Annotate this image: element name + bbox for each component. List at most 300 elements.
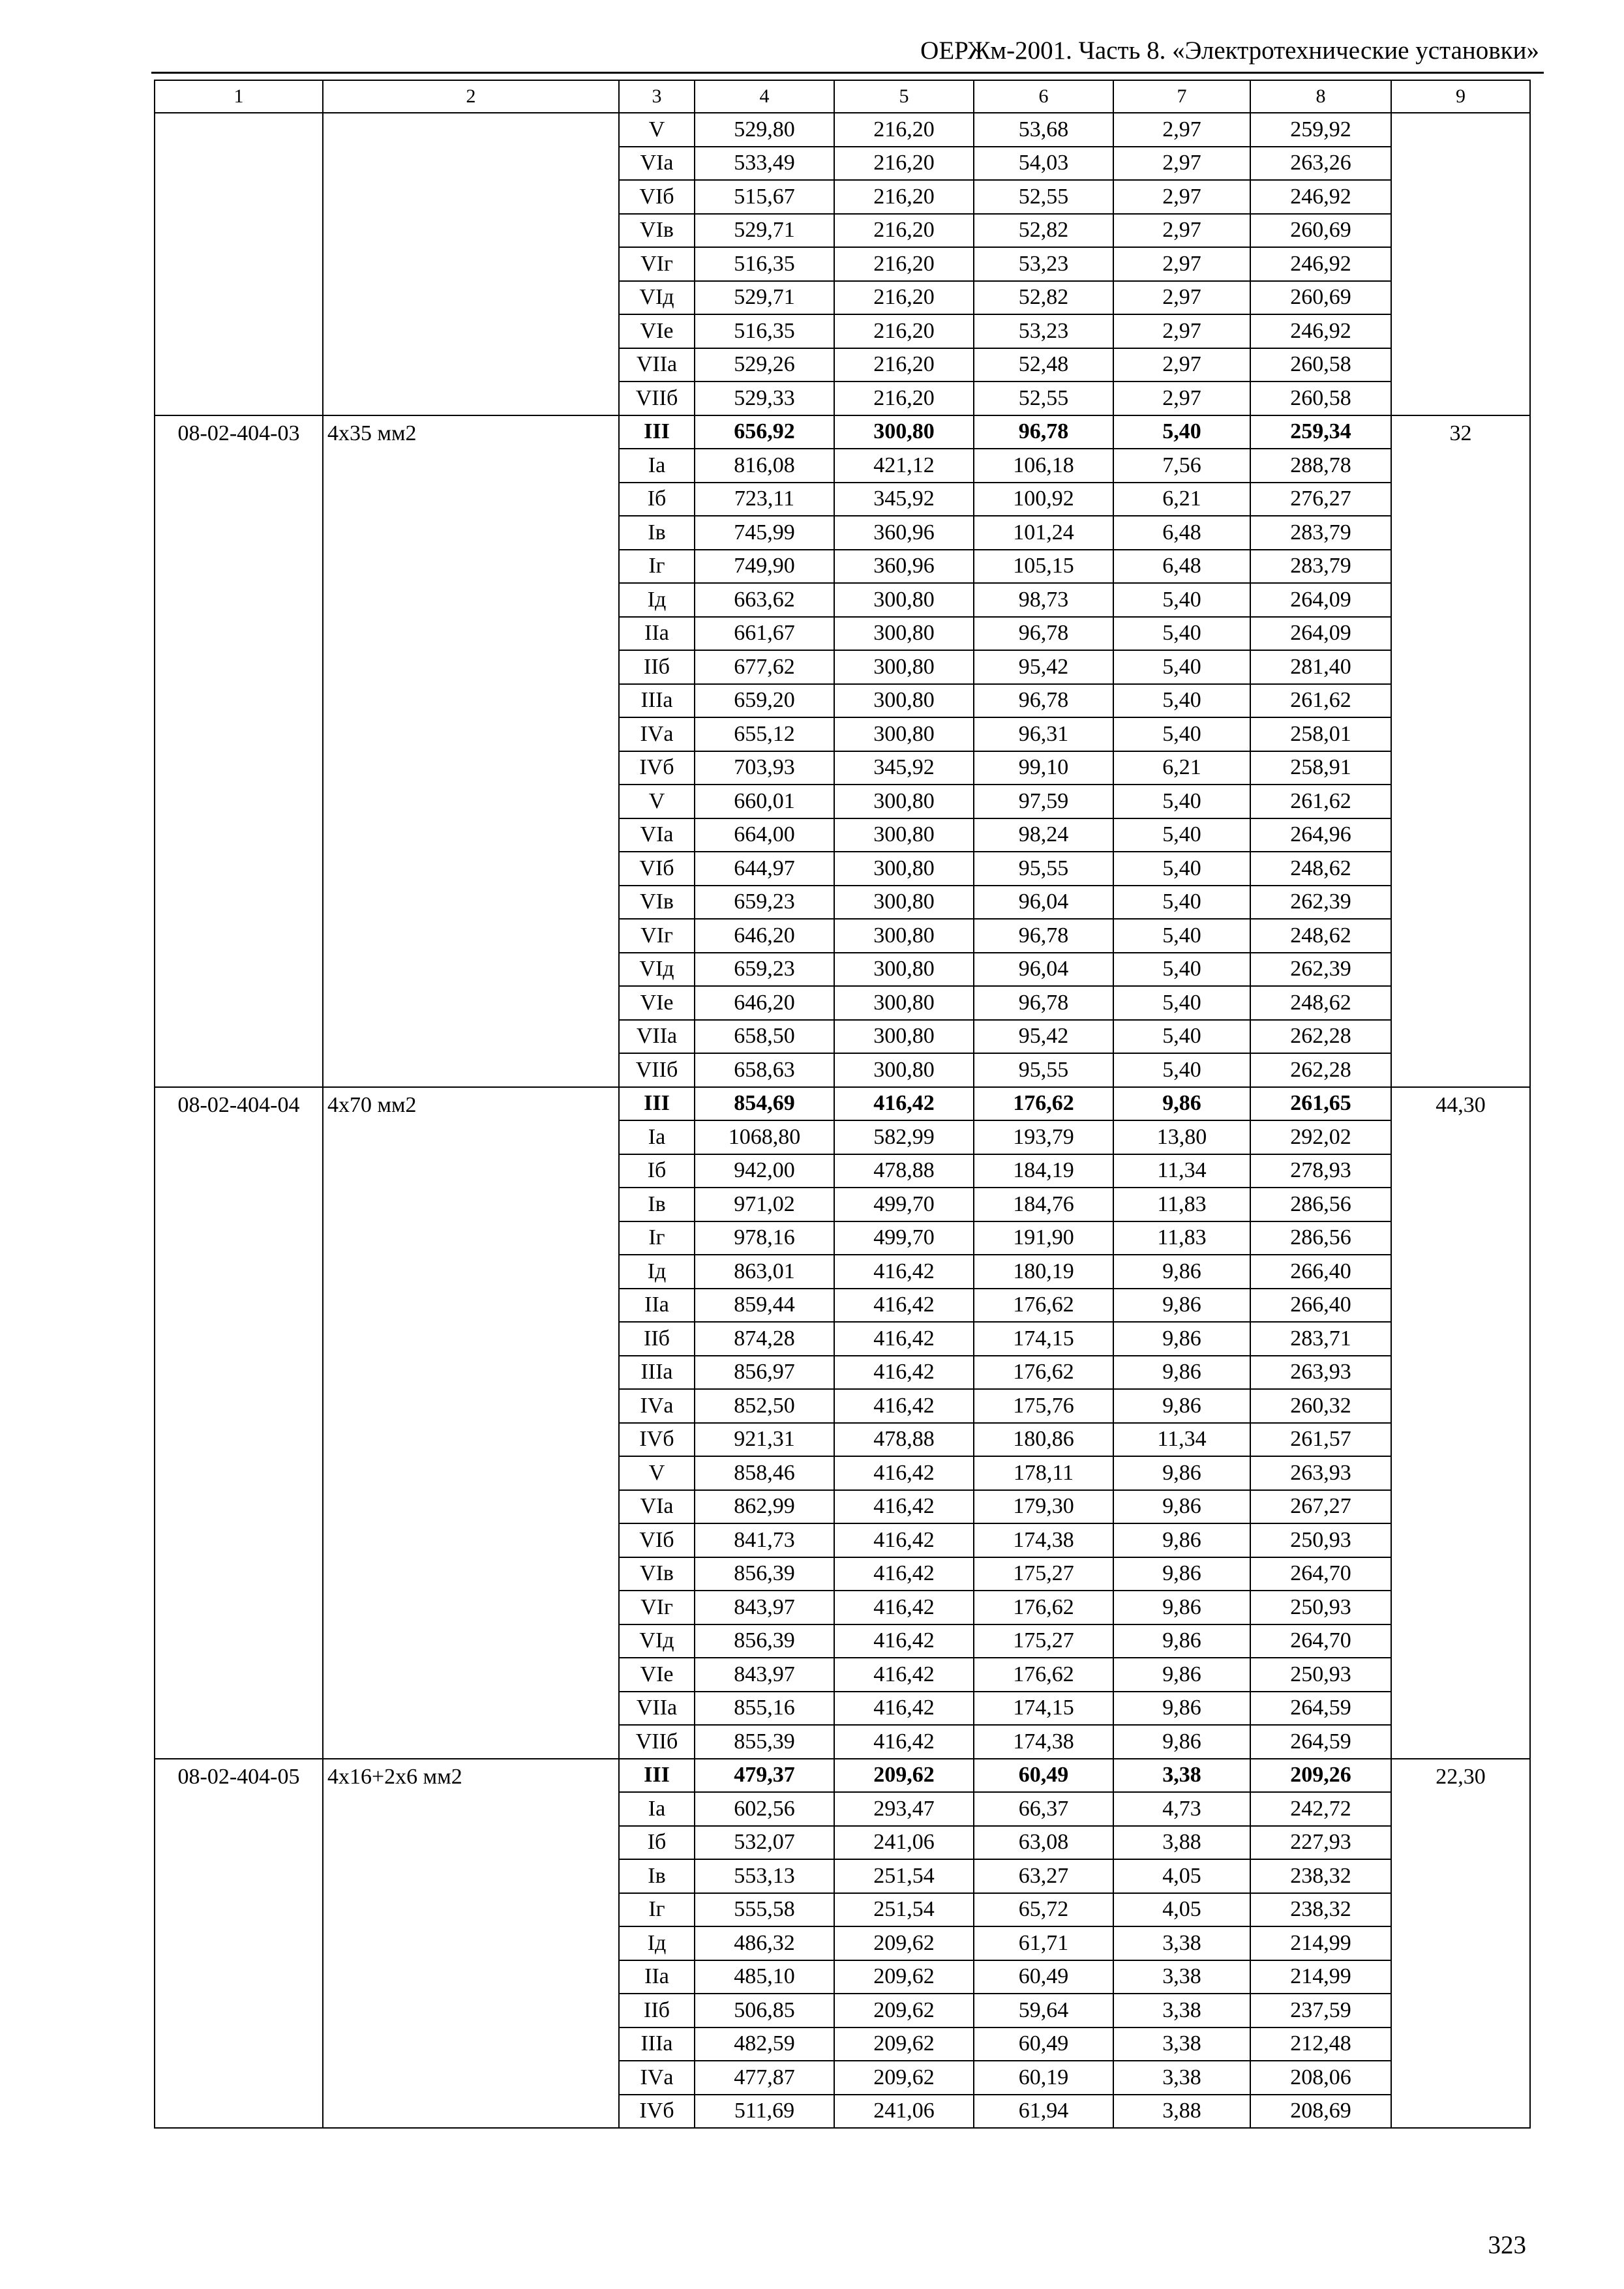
- zone-cell: VIв: [619, 886, 695, 920]
- zone-cell: Iб: [619, 1154, 695, 1188]
- value-col7: 6,48: [1113, 516, 1250, 550]
- value-col6: 63,08: [974, 1826, 1113, 1860]
- value-col4: 859,44: [695, 1289, 834, 1323]
- value-col8: 237,59: [1250, 1994, 1391, 2027]
- zone-cell: Iв: [619, 516, 695, 550]
- value-col4: 486,32: [695, 1926, 834, 1960]
- value-col6: 59,64: [974, 1994, 1113, 2027]
- value-col5: 300,80: [834, 1020, 974, 1054]
- value-col7: 9,86: [1113, 1087, 1250, 1121]
- value-col4: 854,69: [695, 1087, 834, 1121]
- value-col5: 293,47: [834, 1792, 974, 1826]
- value-col7: 2,97: [1113, 348, 1250, 382]
- value-col6: 98,73: [974, 583, 1113, 617]
- zone-cell: IIа: [619, 617, 695, 651]
- value-col6: 180,19: [974, 1255, 1113, 1289]
- zone-cell: Iб: [619, 1826, 695, 1860]
- value-col7: 3,88: [1113, 2095, 1250, 2129]
- value-col6: 105,15: [974, 550, 1113, 584]
- rate-code: 08-02-404-03: [155, 415, 323, 1087]
- value-col5: 416,42: [834, 1356, 974, 1390]
- value-col7: 2,97: [1113, 382, 1250, 415]
- value-col6: 175,76: [974, 1389, 1113, 1423]
- value-col4: 533,49: [695, 147, 834, 181]
- value-col8: 262,39: [1250, 953, 1391, 987]
- value-col8: 292,02: [1250, 1120, 1391, 1154]
- value-col4: 723,11: [695, 483, 834, 516]
- value-col6: 184,76: [974, 1188, 1113, 1221]
- column-number: 3: [619, 80, 695, 113]
- value-col8: 264,09: [1250, 617, 1391, 651]
- value-col8: 250,93: [1250, 1658, 1391, 1692]
- value-col8: 267,27: [1250, 1490, 1391, 1524]
- value-col5: 416,42: [834, 1389, 974, 1423]
- zone-cell: IIIа: [619, 684, 695, 718]
- value-col7: 5,40: [1113, 818, 1250, 852]
- value-col8: 262,28: [1250, 1020, 1391, 1054]
- value-col5: 216,20: [834, 214, 974, 248]
- value-col8: 246,92: [1250, 314, 1391, 348]
- value-col4: 555,58: [695, 1893, 834, 1927]
- zone-cell: VIв: [619, 1557, 695, 1591]
- value-col6: 178,11: [974, 1456, 1113, 1490]
- value-col7: 5,40: [1113, 684, 1250, 718]
- value-col6: 52,55: [974, 382, 1113, 415]
- value-col8: 227,93: [1250, 1826, 1391, 1860]
- value-col8: 250,93: [1250, 1591, 1391, 1624]
- zone-cell: Iг: [619, 1893, 695, 1927]
- value-col8: 261,62: [1250, 684, 1391, 718]
- value-col7: 11,83: [1113, 1188, 1250, 1221]
- value-col6: 99,10: [974, 751, 1113, 785]
- value-col7: 9,86: [1113, 1624, 1250, 1658]
- zone-cell: IIIа: [619, 2027, 695, 2061]
- column-number-row: [155, 80, 1530, 113]
- value-col4: 841,73: [695, 1523, 834, 1557]
- rate-code: 08-02-404-05: [155, 1759, 323, 2129]
- value-col4: 856,39: [695, 1557, 834, 1591]
- zone-cell: IIIа: [619, 1356, 695, 1390]
- value-col8: 248,62: [1250, 852, 1391, 886]
- value-col8: 248,62: [1250, 986, 1391, 1020]
- value-col6: 174,15: [974, 1322, 1113, 1356]
- value-col8: 281,40: [1250, 650, 1391, 684]
- value-col6: 52,82: [974, 214, 1113, 248]
- value-col4: 862,99: [695, 1490, 834, 1524]
- value-col4: 529,26: [695, 348, 834, 382]
- value-col5: 216,20: [834, 382, 974, 415]
- value-col4: 663,62: [695, 583, 834, 617]
- value-col6: 179,30: [974, 1490, 1113, 1524]
- zone-cell: VIд: [619, 1624, 695, 1658]
- value-col5: 582,99: [834, 1120, 974, 1154]
- value-col8: 248,62: [1250, 919, 1391, 953]
- value-col7: 4,05: [1113, 1893, 1250, 1927]
- value-col8: 208,06: [1250, 2061, 1391, 2095]
- value-col6: 52,55: [974, 180, 1113, 214]
- value-col4: 553,13: [695, 1859, 834, 1893]
- value-col7: 9,86: [1113, 1692, 1250, 1726]
- value-col6: 61,94: [974, 2095, 1113, 2129]
- value-col7: 2,97: [1113, 113, 1250, 147]
- value-col4: 874,28: [695, 1322, 834, 1356]
- zone-cell: IVа: [619, 717, 695, 751]
- value-col8: 261,65: [1250, 1087, 1391, 1121]
- value-col9: 22,30: [1391, 1759, 1530, 2129]
- value-col5: 216,20: [834, 247, 974, 281]
- value-col4: 659,23: [695, 886, 834, 920]
- value-col8: 283,71: [1250, 1322, 1391, 1356]
- value-col4: 856,39: [695, 1624, 834, 1658]
- value-col4: 659,23: [695, 953, 834, 987]
- value-col4: 529,71: [695, 281, 834, 315]
- value-col5: 421,12: [834, 449, 974, 483]
- value-col6: 65,72: [974, 1893, 1113, 1927]
- zone-cell: V: [619, 1456, 695, 1490]
- value-col6: 63,27: [974, 1859, 1113, 1893]
- rate-code: 08-02-404-04: [155, 1087, 323, 1759]
- value-col5: 416,42: [834, 1523, 974, 1557]
- zone-cell: IIб: [619, 1994, 695, 2027]
- value-col4: 646,20: [695, 919, 834, 953]
- value-col5: 241,06: [834, 1826, 974, 1860]
- value-col8: 209,26: [1250, 1759, 1391, 1793]
- value-col5: 209,62: [834, 1759, 974, 1793]
- column-number: 5: [834, 80, 974, 113]
- value-col6: 52,48: [974, 348, 1113, 382]
- value-col7: 9,86: [1113, 1456, 1250, 1490]
- value-col8: 286,56: [1250, 1221, 1391, 1255]
- value-col5: 300,80: [834, 886, 974, 920]
- value-col8: 242,72: [1250, 1792, 1391, 1826]
- value-col5: 216,20: [834, 281, 974, 315]
- value-col4: 658,50: [695, 1020, 834, 1054]
- rate-name: 4x35 мм2: [323, 415, 619, 1087]
- value-col5: 416,42: [834, 1456, 974, 1490]
- value-col5: 300,80: [834, 684, 974, 718]
- value-col7: 5,40: [1113, 583, 1250, 617]
- value-col4: 843,97: [695, 1658, 834, 1692]
- zone-cell: Iб: [619, 483, 695, 516]
- value-col5: 300,80: [834, 953, 974, 987]
- value-col6: 95,42: [974, 650, 1113, 684]
- zone-cell: IIб: [619, 1322, 695, 1356]
- zone-cell: VIа: [619, 147, 695, 181]
- value-col4: 529,80: [695, 113, 834, 147]
- value-col7: 2,97: [1113, 214, 1250, 248]
- value-col7: 11,83: [1113, 1221, 1250, 1255]
- value-col4: 515,67: [695, 180, 834, 214]
- value-col7: 9,86: [1113, 1322, 1250, 1356]
- value-col6: 96,78: [974, 919, 1113, 953]
- value-col5: 416,42: [834, 1624, 974, 1658]
- value-col8: 283,79: [1250, 516, 1391, 550]
- zone-cell: VIб: [619, 180, 695, 214]
- value-col4: 602,56: [695, 1792, 834, 1826]
- value-col4: 646,20: [695, 986, 834, 1020]
- value-col7: 13,80: [1113, 1120, 1250, 1154]
- value-col6: 97,59: [974, 785, 1113, 818]
- value-col8: 276,27: [1250, 483, 1391, 516]
- zone-cell: VIг: [619, 919, 695, 953]
- value-col4: 477,87: [695, 2061, 834, 2095]
- value-col6: 96,78: [974, 684, 1113, 718]
- value-col8: 264,59: [1250, 1725, 1391, 1759]
- value-col4: 529,71: [695, 214, 834, 248]
- value-col7: 5,40: [1113, 1020, 1250, 1054]
- value-col4: 852,50: [695, 1389, 834, 1423]
- zone-cell: IVа: [619, 2061, 695, 2095]
- zone-cell: IIа: [619, 1960, 695, 1994]
- value-col5: 360,96: [834, 516, 974, 550]
- value-col8: 263,93: [1250, 1356, 1391, 1390]
- value-col4: 677,62: [695, 650, 834, 684]
- value-col8: 214,99: [1250, 1960, 1391, 1994]
- value-col7: 9,86: [1113, 1255, 1250, 1289]
- value-col5: 300,80: [834, 785, 974, 818]
- value-col5: 300,80: [834, 1053, 974, 1087]
- value-col5: 416,42: [834, 1591, 974, 1624]
- value-col4: 479,37: [695, 1759, 834, 1793]
- value-col6: 193,79: [974, 1120, 1113, 1154]
- value-col7: 6,21: [1113, 483, 1250, 516]
- value-col8: 260,69: [1250, 214, 1391, 248]
- value-col5: 300,80: [834, 583, 974, 617]
- value-col7: 5,40: [1113, 717, 1250, 751]
- value-col8: 264,59: [1250, 1692, 1391, 1726]
- zone-cell: VIв: [619, 214, 695, 248]
- value-col5: 300,80: [834, 986, 974, 1020]
- value-col8: 266,40: [1250, 1255, 1391, 1289]
- rate-name: 4x16+2x6 мм2: [323, 1759, 619, 2129]
- zone-cell: VIд: [619, 281, 695, 315]
- value-col4: 485,10: [695, 1960, 834, 1994]
- value-col4: 482,59: [695, 2027, 834, 2061]
- value-col5: 345,92: [834, 751, 974, 785]
- value-col5: 416,42: [834, 1490, 974, 1524]
- value-col6: 66,37: [974, 1792, 1113, 1826]
- page-header-title: ОЕРЖм-2001. Часть 8. «Электротехнические установки»: [920, 37, 1539, 65]
- value-col5: 360,96: [834, 550, 974, 584]
- zone-cell: Iд: [619, 1926, 695, 1960]
- value-col6: 101,24: [974, 516, 1113, 550]
- value-col4: 921,31: [695, 1423, 834, 1457]
- value-col7: 9,86: [1113, 1389, 1250, 1423]
- zone-cell: Iв: [619, 1188, 695, 1221]
- zone-cell: III: [619, 415, 695, 449]
- value-col6: 60,49: [974, 1759, 1113, 1793]
- value-col4: 978,16: [695, 1221, 834, 1255]
- zone-cell: VIб: [619, 852, 695, 886]
- value-col7: 5,40: [1113, 886, 1250, 920]
- value-col5: 300,80: [834, 650, 974, 684]
- zone-cell: VIIб: [619, 1725, 695, 1759]
- value-col4: 658,63: [695, 1053, 834, 1087]
- rates-table: [154, 80, 1531, 2129]
- value-col7: 3,38: [1113, 1960, 1250, 1994]
- value-col5: 300,80: [834, 852, 974, 886]
- value-col6: 96,78: [974, 415, 1113, 449]
- value-col8: 288,78: [1250, 449, 1391, 483]
- value-col7: 3,38: [1113, 2061, 1250, 2095]
- value-col7: 11,34: [1113, 1154, 1250, 1188]
- value-col5: 416,42: [834, 1725, 974, 1759]
- value-col6: 98,24: [974, 818, 1113, 852]
- zone-cell: Iг: [619, 550, 695, 584]
- value-col7: 3,38: [1113, 1759, 1250, 1793]
- value-col6: 191,90: [974, 1221, 1113, 1255]
- value-col4: 971,02: [695, 1188, 834, 1221]
- zone-cell: VIIб: [619, 382, 695, 415]
- value-col5: 209,62: [834, 1994, 974, 2027]
- value-col7: 5,40: [1113, 919, 1250, 953]
- value-col8: 264,70: [1250, 1557, 1391, 1591]
- value-col5: 209,62: [834, 2027, 974, 2061]
- value-col5: 300,80: [834, 818, 974, 852]
- value-col4: 656,92: [695, 415, 834, 449]
- zone-cell: VIIб: [619, 1053, 695, 1087]
- value-col8: 261,62: [1250, 785, 1391, 818]
- value-col6: 106,18: [974, 449, 1113, 483]
- zone-cell: VIIа: [619, 348, 695, 382]
- column-number: 9: [1391, 80, 1530, 113]
- value-col6: 53,23: [974, 247, 1113, 281]
- value-col5: 416,42: [834, 1322, 974, 1356]
- zone-cell: IIб: [619, 650, 695, 684]
- value-col7: 2,97: [1113, 281, 1250, 315]
- zone-cell: VIа: [619, 1490, 695, 1524]
- value-col8: 262,39: [1250, 886, 1391, 920]
- value-col8: 246,92: [1250, 247, 1391, 281]
- value-col7: 9,86: [1113, 1490, 1250, 1524]
- column-number: 2: [323, 80, 619, 113]
- zone-cell: IVб: [619, 751, 695, 785]
- value-col4: 511,69: [695, 2095, 834, 2129]
- zone-cell: VIа: [619, 818, 695, 852]
- value-col6: 52,82: [974, 281, 1113, 315]
- value-col4: 749,90: [695, 550, 834, 584]
- value-col8: 246,92: [1250, 180, 1391, 214]
- value-col7: 5,40: [1113, 852, 1250, 886]
- value-col7: 4,73: [1113, 1792, 1250, 1826]
- zone-cell: Iг: [619, 1221, 695, 1255]
- value-col8: 238,32: [1250, 1859, 1391, 1893]
- value-col4: 858,46: [695, 1456, 834, 1490]
- value-col4: 942,00: [695, 1154, 834, 1188]
- value-col7: 5,40: [1113, 953, 1250, 987]
- value-col7: 9,86: [1113, 1523, 1250, 1557]
- value-col5: 241,06: [834, 2095, 974, 2129]
- value-col5: 416,42: [834, 1087, 974, 1121]
- value-col8: 278,93: [1250, 1154, 1391, 1188]
- value-col6: 175,27: [974, 1557, 1113, 1591]
- value-col6: 95,55: [974, 1053, 1113, 1087]
- value-col5: 216,20: [834, 147, 974, 181]
- value-col6: 96,78: [974, 986, 1113, 1020]
- value-col4: 664,00: [695, 818, 834, 852]
- value-col6: 96,78: [974, 617, 1113, 651]
- zone-cell: VIе: [619, 1658, 695, 1692]
- table-row: [155, 113, 1530, 147]
- value-col6: 174,38: [974, 1523, 1113, 1557]
- value-col6: 176,62: [974, 1356, 1113, 1390]
- value-col7: 2,97: [1113, 180, 1250, 214]
- value-col5: 416,42: [834, 1658, 974, 1692]
- value-col8: 283,79: [1250, 550, 1391, 584]
- value-col6: 184,19: [974, 1154, 1113, 1188]
- value-col7: 5,40: [1113, 650, 1250, 684]
- column-number: 1: [155, 80, 323, 113]
- value-col5: 209,62: [834, 1926, 974, 1960]
- value-col7: 6,48: [1113, 550, 1250, 584]
- value-col6: 100,92: [974, 483, 1113, 516]
- value-col5: 300,80: [834, 919, 974, 953]
- page-number: 323: [1488, 2231, 1526, 2259]
- value-col8: 258,01: [1250, 717, 1391, 751]
- value-col4: 816,08: [695, 449, 834, 483]
- value-col6: 175,27: [974, 1624, 1113, 1658]
- value-col4: 516,35: [695, 247, 834, 281]
- column-number: 8: [1250, 80, 1391, 113]
- group-main-row: [155, 1759, 1530, 1793]
- value-col6: 96,04: [974, 953, 1113, 987]
- column-number: 7: [1113, 80, 1250, 113]
- value-col5: 345,92: [834, 483, 974, 516]
- value-col5: 416,42: [834, 1692, 974, 1726]
- value-col7: 9,86: [1113, 1557, 1250, 1591]
- value-col7: 5,40: [1113, 785, 1250, 818]
- value-col6: 176,62: [974, 1658, 1113, 1692]
- value-col6: 53,68: [974, 113, 1113, 147]
- value-col4: 855,39: [695, 1725, 834, 1759]
- value-col5: 216,20: [834, 180, 974, 214]
- value-col5: 478,88: [834, 1154, 974, 1188]
- value-col6: 53,23: [974, 314, 1113, 348]
- rates-table-body: [155, 80, 1530, 2128]
- zone-cell: Iв: [619, 1859, 695, 1893]
- value-col5: 216,20: [834, 314, 974, 348]
- value-col4: 856,97: [695, 1356, 834, 1390]
- value-col4: 660,01: [695, 785, 834, 818]
- value-col5: 216,20: [834, 348, 974, 382]
- value-col4: 1068,80: [695, 1120, 834, 1154]
- value-col6: 60,49: [974, 1960, 1113, 1994]
- zone-cell: Iа: [619, 1792, 695, 1826]
- value-col6: 96,04: [974, 886, 1113, 920]
- zone-cell: IIа: [619, 1289, 695, 1323]
- value-col5: 209,62: [834, 2061, 974, 2095]
- value-col5: 216,20: [834, 113, 974, 147]
- name-cell-empty: [323, 113, 619, 415]
- value-col8: 260,58: [1250, 382, 1391, 415]
- value-col8: 286,56: [1250, 1188, 1391, 1221]
- value-col4: 644,97: [695, 852, 834, 886]
- value-col8: 264,96: [1250, 818, 1391, 852]
- value-col7: 3,38: [1113, 1994, 1250, 2027]
- value-col7: 9,86: [1113, 1289, 1250, 1323]
- value-col5: 416,42: [834, 1289, 974, 1323]
- value-col6: 95,42: [974, 1020, 1113, 1054]
- value-col8: 259,92: [1250, 113, 1391, 147]
- value-col6: 54,03: [974, 147, 1113, 181]
- column-number: 6: [974, 80, 1113, 113]
- zone-cell: VIе: [619, 314, 695, 348]
- zone-cell: V: [619, 113, 695, 147]
- value-col7: 2,97: [1113, 147, 1250, 181]
- value-col6: 176,62: [974, 1289, 1113, 1323]
- value-col6: 180,86: [974, 1423, 1113, 1457]
- zone-cell: IVа: [619, 1389, 695, 1423]
